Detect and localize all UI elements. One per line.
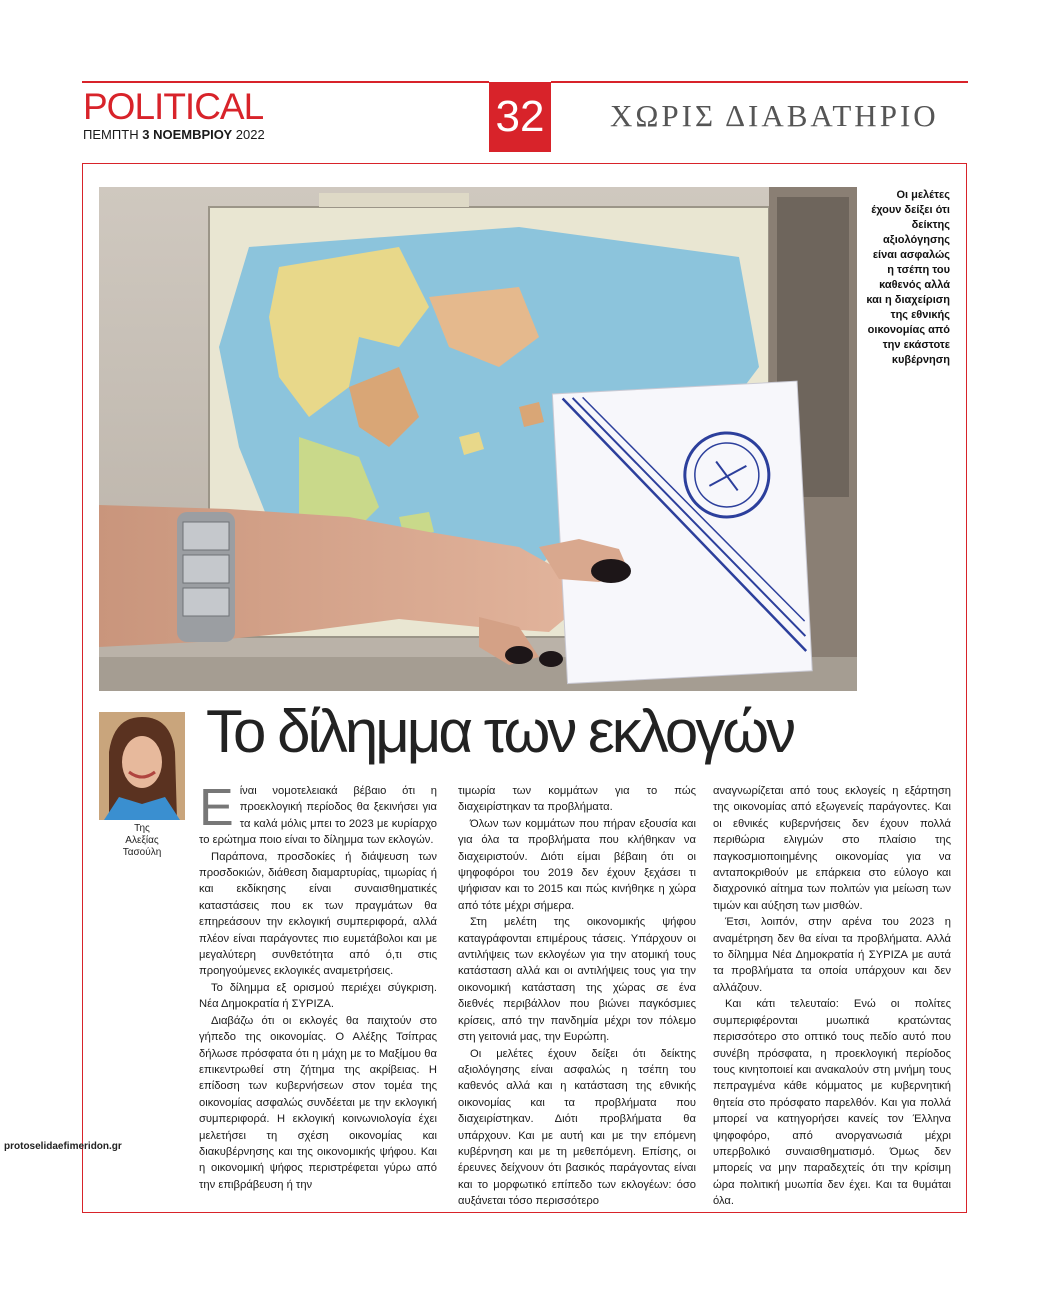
author-portrait-illustration: [99, 712, 185, 820]
article-headline: Το δίλημμα των εκλογών: [206, 698, 794, 765]
paragraph: αναγνωρίζεται από τους εκλογείς η εξάρτηση της οικονομίας από εξωγενείς παράγοντες. Και οι εθνικές κυβερνήσεις δεν έχουν πολλά περιθώρια ελιγμών στο πλαίσιο της παγκοσμιοποιημένης οικονομίας για να ανταποκριθούν με επάρκεια στο εύλογο και διαχρονικό αίτημα των πολιτών για μείωση των τιμών και αύξηση των μισθών.: [713, 785, 951, 912]
date-year: 2022: [235, 127, 265, 142]
article-column-3: [713, 783, 951, 1210]
source-watermark[interactable]: protoselidaefimeridon.gr: [4, 1141, 122, 1152]
author-photo: [99, 712, 185, 820]
paragraph: Και κάτι τελευταίο: Ενώ οι πολίτες συμπεριφέρονται μυωπικά κρατώντας περισσότερο στο οπτικό τους πεδίο αυτό που συνέβη πρόσφατα, η προεκλογική περίοδος τους κινητοποιεί και ανακαλούν στη μνήμη τους πεπραγμένα κάθε κόμματος με κυβερνητική θητεία στο πρόσφατο παρελθόν. Και για πολλά μπορεί να κατηγορήσει κανείς τον Έλληνα ψηφοφόρο, από ανοργανωσιά μέχρι υπερβολικό συναισθηματισμό. Όμως δεν μπορείς να μην παραδεχτείς ότι την κρίσιμη ώρα πολιτική μυωπία δεν έχει. Και τα θυμάται όλα.: [713, 998, 951, 1208]
date-day-month: 3 ΝΟΕΜΒΡΙΟΥ: [142, 127, 233, 142]
masthead-logo[interactable]: POLITICAL: [83, 86, 264, 127]
ballot-photo: [99, 187, 857, 691]
photo-caption: Οι μελέτες έχουν δείξει ότι δείκτης αξιολόγησης είναι ασφαλώς η τσέπη του καθενός αλλά και η διαχείριση της εθνικής οικονομίας από την εκάστοτε κυβέρνηση: [866, 189, 950, 366]
byline-lastname: Τασούλη: [122, 847, 162, 858]
byline-prefix: Της: [134, 823, 150, 834]
top-rule-right: [551, 81, 968, 83]
top-rule-left: [82, 81, 489, 83]
paragraph: Στη μελέτη της οικονομικής ψήφου καταγράφονται επιμέρους τάσεις. Υπάρχουν οι αντιλήψεις των εκλογέων για την ατομική τους κατάσταση αλλά και οι αντιλήψεις τους για την οικονομική κατάσταση της χώρας σε ένα διεθνές περιβάλλον που βιώνει παγκόσμιες κρίσεις, από την πανδημία μέχρι τον πόλεμο στη γειτονιά μας, την Ευρώπη.: [458, 916, 696, 1044]
author-byline: [99, 823, 185, 859]
paragraph: Οι μελέτες έχουν δείξει ότι δείκτης αξιολόγησης είναι ασφαλώς η τσέπη του καθενός αλλά και η κατάσταση της εθνικής οικονομίας και τα προβλήματα που διαχειρίστηκαν. Διότι προβλήματα θα υπάρχουν. Και με αυτή και με την επόμενη κυβέρνηση και με τη μεθεπόμενη. Επίσης, οι έρευνες δείχνουν ότι βασικός παράγοντας είναι και το μορφωτικό επίπεδο των εκλογέων: όσο αυξάνεται τόσο περισσότερο: [458, 1047, 696, 1208]
paragraph: Όλων των κομμάτων που πήραν εξουσία και για όλα τα προβλήματα που κλήθηκαν να διαχειριστούν. Διότι είμαι βέβαιη ότι οι ψηφοφόροι του 2019 δεν έχουν ξεχάσει τι ψήφισαν και το 2015 και πώς κινήθηκε η χώρα από τότε μέχρι σήμερα.: [458, 817, 696, 912]
paragraph: τιμωρία των κομμάτων για το πώς διαχειρίστηκαν τα προβλήματα.: [458, 785, 696, 814]
article-column-2: [458, 783, 696, 1210]
paragraph: Έτσι, λοιπόν, στην αρένα του 2023 η αναμέτρηση δεν θα είναι τα προβλήματα. Αλλά το δίλημμα Νέα Δημοκρατία ή ΣΥΡΙΖΑ με αυτά τα προβλήματα τα οποία υπάρχουν και δεν αλλάζουν.: [713, 916, 951, 994]
date-weekday: ΠΕΜΠΤΗ: [83, 127, 139, 142]
section-title: ΧΩΡΙΣ ΔΙΑΒΑΤΗΡΙΟ: [610, 98, 939, 133]
article-column-1: [199, 779, 437, 1193]
drop-cap: Ε: [199, 779, 234, 837]
paragraph: Παράπονα, προσδοκίες ή διάψευση των προσδοκιών, διάθεση διαμαρτυρίας, τιμωρίας ή και εκδίκησης είναι συναισθηματικές καταστάσεις που εκ των πραγμάτων θα επηρεάσουν την εκλογική συμπεριφορά, αλλά πλέον είναι παράγοντες πιο ευμετάβολοι και με μεγαλύτερη συνθετότητα από ό,τι στις προηγούμενες εκλογικές αναμετρήσεις.: [199, 850, 437, 978]
page-number: 32: [489, 82, 551, 152]
paragraph: Διαβάζω ότι οι εκλογές θα παιχτούν στο γήπεδο της οικονομίας. Ο Αλέξης Τσίπρας δήλωσε πρόσφατα ότι η μάχη με το Μαξίμου θα επικεντρωθεί στη ζήτημα της ακρίβειας. Η επίδοση των κυβερνήσεων στον τομέα της οικονομίας ασφαλώς συνδέεται με την εκλογική συμπεριφορά. Η εκλογική κοινωνιολογία έχει μελετήσει τη σχέση οικονομίας και διακυβέρνησης και της οικονομικής ψήφου. Και η οικονομική ψήφος περιστρέφεται γύρω από την επιβράβευση ή την: [199, 1014, 437, 1191]
issue-date: [83, 128, 265, 141]
paragraph: Το δίλημμα εξ ορισμού περιέχει σύγκριση. Νέα Δημοκρατία ή ΣΥΡΙΖΑ.: [199, 981, 437, 1011]
ballot-photo-illustration: [99, 187, 857, 691]
paragraph: ίναι νομοτελειακά βέβαιο ότι η προεκλογική περίοδος θα ξεκινήσει για τα καλά μόλις μπει το 2023 με κυρίαρχο το ερώτημα ποιο είναι το δίλημμα των εκλογών.: [199, 785, 437, 847]
byline-firstname: Αλεξίας: [125, 835, 159, 846]
